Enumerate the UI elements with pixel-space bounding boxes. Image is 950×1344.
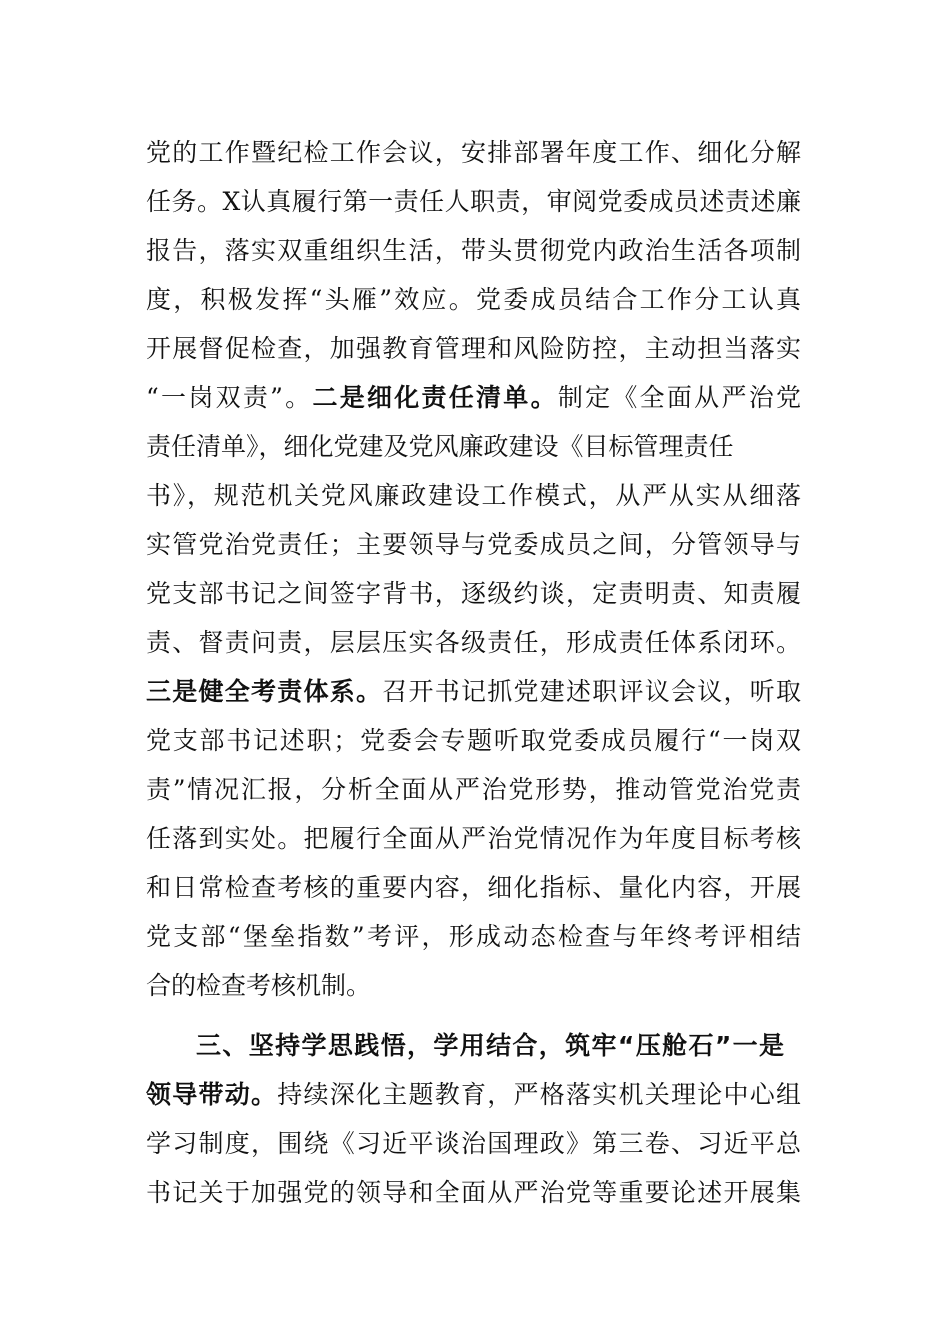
text-segment: 和日常检查考核的重要内容，细化指标、量化内容，开展	[146, 873, 801, 902]
section-heading-line	[196, 1026, 784, 1066]
text-segment: 开展督促检查，加强教育管理和风险防控，主动担当落实	[146, 334, 801, 363]
text-segment: 制定《全面从严治党	[557, 383, 801, 412]
text-line	[146, 427, 734, 467]
text-segment: 责任清单》，细化党建及党风廉政建设《目标管理责任	[146, 432, 734, 461]
text-segment: 学习制度，围绕《习近平谈治国理政》第三卷、习近平总	[146, 1129, 801, 1158]
bold-heading: 三是健全考责体系。	[146, 677, 383, 706]
text-segment: 党的工作暨纪检工作会议，安排部署年度工作、细化分解	[146, 138, 801, 167]
text-segment: 实管党治党责任；主要领导与党委成员之间，分管领导与	[146, 530, 801, 559]
text-segment: “一岗双责”。	[146, 383, 313, 412]
text-segment: 责、督责问责，层层压实各级责任，形成责任体系闭环。	[146, 628, 801, 657]
bold-heading: 二是细化责任清单。	[312, 383, 558, 412]
text-line	[146, 721, 801, 761]
text-line	[146, 378, 801, 418]
text-line	[146, 133, 801, 173]
text-segment: 任落到实处。把履行全面从严治党情况作为年度目标考核	[146, 824, 801, 853]
text-segment: 报告，落实双重组织生活，带头贯彻党内政治生活各项制	[146, 236, 801, 265]
text-line	[146, 819, 801, 859]
text-segment: 召开书记抓党建述职评议会议，听取	[382, 677, 801, 706]
text-line	[146, 574, 801, 614]
text-segment: 书》，规范机关党风廉政建设工作模式，从严从实从细落	[146, 481, 801, 510]
text-line	[146, 770, 801, 810]
text-segment: 合的检查考核机制。	[146, 971, 372, 1000]
text-segment: 书记关于加强党的领导和全面从严治党等重要论述开展集	[146, 1178, 801, 1207]
text-line	[146, 329, 801, 369]
text-line	[146, 525, 801, 565]
text-segment: 党支部“堡垒指数”考评，形成动态检查与年终考评相结	[146, 922, 801, 951]
text-line	[146, 1124, 801, 1164]
text-line	[146, 672, 801, 712]
text-line	[146, 1173, 801, 1213]
text-line	[146, 476, 801, 516]
text-line	[146, 280, 801, 320]
text-segment: 责”情况汇报，分析全面从严治党形势，推动管党治党责	[146, 775, 801, 804]
text-segment: 党支部书记述职；党委会专题听取党委成员履行“一岗双	[146, 726, 801, 755]
text-segment: 任务。X认真履行第一责任人职责，审阅党委成员述责述廉	[146, 187, 801, 216]
text-segment: 党支部书记之间签字背书，逐级约谈，定责明责、知责履	[146, 579, 801, 608]
text-line	[146, 868, 801, 908]
text-line	[146, 623, 801, 663]
text-line	[146, 1075, 801, 1115]
bold-heading: 领导带动。	[146, 1080, 278, 1109]
text-segment: 持续深化主题教育，严格落实机关理论中心组	[277, 1080, 801, 1109]
text-line	[146, 917, 801, 957]
section-heading: 三、坚持学思践悟，学用结合，筑牢“压舱石”一是	[196, 1031, 784, 1060]
text-line	[146, 231, 801, 271]
text-line	[146, 966, 371, 1006]
text-line	[146, 182, 801, 222]
text-segment: 度，积极发挥“头雁”效应。党委成员结合工作分工认真	[146, 285, 801, 314]
